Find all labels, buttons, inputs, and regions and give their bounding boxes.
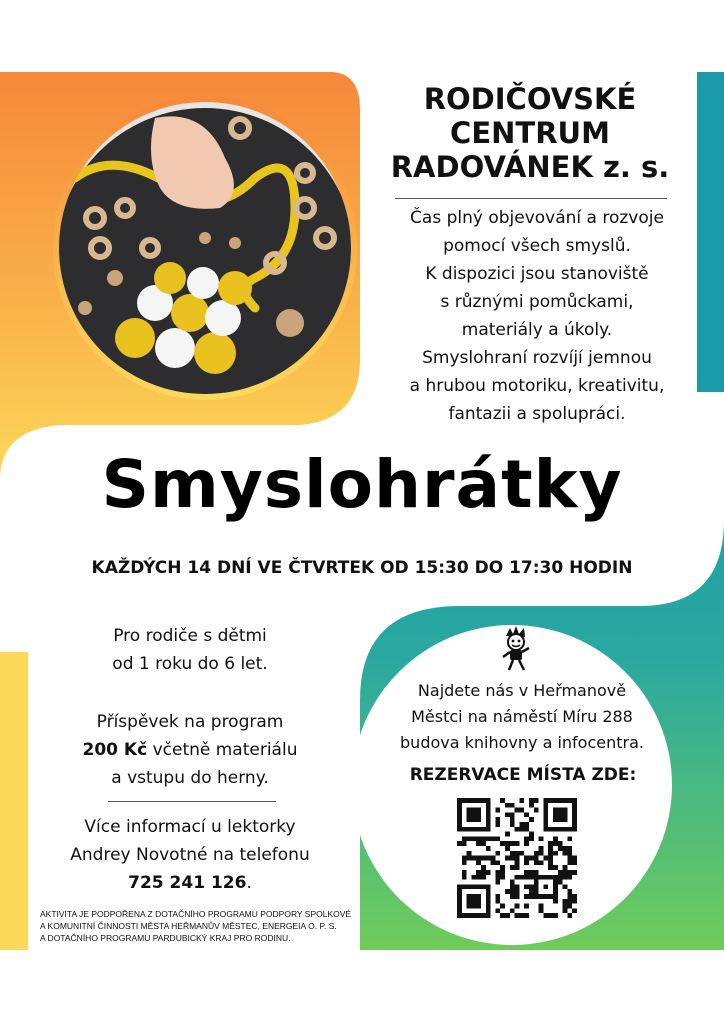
- location-line-3: budova knihovny a infocentra.: [400, 733, 644, 752]
- audience-line-2: od 1 roku do 6 let.: [112, 654, 268, 674]
- event-title: Smyslohrátky: [101, 446, 623, 523]
- description-text: Čas plný objevování a rozvoje pomocí všech smyslů. K dispozici jsou stanoviště s různými pomůckami, materiály a úkoly. Smyslohraní rozvíjí jemnou a hrubou motoriku, kreativitu, fantazii a spolupráci.: [409, 208, 665, 424]
- fee-block: [20, 708, 360, 792]
- organization-line-3: RADOVÁNEK z. s.: [390, 150, 670, 184]
- location-block: [372, 678, 672, 756]
- organization-title: [360, 82, 700, 184]
- footnote-line-1: AKTIVITA JE PODPOŘENA Z DOTAČNÍHO PROGRAMU PODPORY SPOLKOVÉ: [40, 909, 352, 919]
- divider-top: [395, 198, 667, 199]
- audience-line-1: Pro rodiče s dětmi: [113, 626, 267, 646]
- organization-line-1: RODIČOVSKÉ: [423, 82, 637, 116]
- footnote-line-2: A KOMUNITNÍ ČINNOSTI MĚSTA HEŘMANŮV MĚSTEC, ENERGEIA O. P. S.: [40, 921, 337, 931]
- location-line-2: Městci na náměstí Míru 288: [411, 707, 633, 726]
- contact-line-3: [20, 869, 360, 897]
- divider-left: [108, 801, 276, 802]
- schedule-text: KAŽDÝCH 14 DNÍ VE ČTVRTEK OD 15:30 DO 17:30 HODIN: [91, 558, 633, 578]
- audience-block: [20, 622, 360, 678]
- footnote-line-3: A DOTAČNÍHO PROGRAMU PARDUBICKÝ KRAJ PRO RODINU.: [40, 933, 291, 943]
- contact-block: [20, 813, 360, 897]
- fee-line-2: [20, 736, 360, 764]
- fee-line-2-rest: včetně materiálu: [147, 740, 298, 760]
- reservation-label: REZERVACE MÍSTA ZDE:: [409, 765, 637, 785]
- organization-line-2: CENTRUM: [450, 116, 610, 150]
- contact-phone-suffix: .: [246, 873, 252, 893]
- left-bottom-bar: [0, 652, 28, 950]
- footnote: [40, 908, 400, 944]
- contact-line-1: Více informací u lektorky: [84, 817, 296, 837]
- qr-code-icon[interactable]: [457, 798, 577, 918]
- cartoon-kid-icon: [498, 626, 534, 674]
- fee-line-3: a vstupu do herny.: [111, 768, 269, 788]
- sensory-mat-photo: [55, 98, 355, 398]
- location-line-1: Najdete nás v Heřmanově: [417, 681, 627, 700]
- contact-line-2: Andrey Novotné na telefonu: [70, 845, 310, 865]
- contact-phone: 725 241 126: [128, 873, 247, 893]
- fee-price: 200 Kč: [82, 740, 148, 760]
- fee-line-1: Příspěvek na program: [96, 712, 284, 732]
